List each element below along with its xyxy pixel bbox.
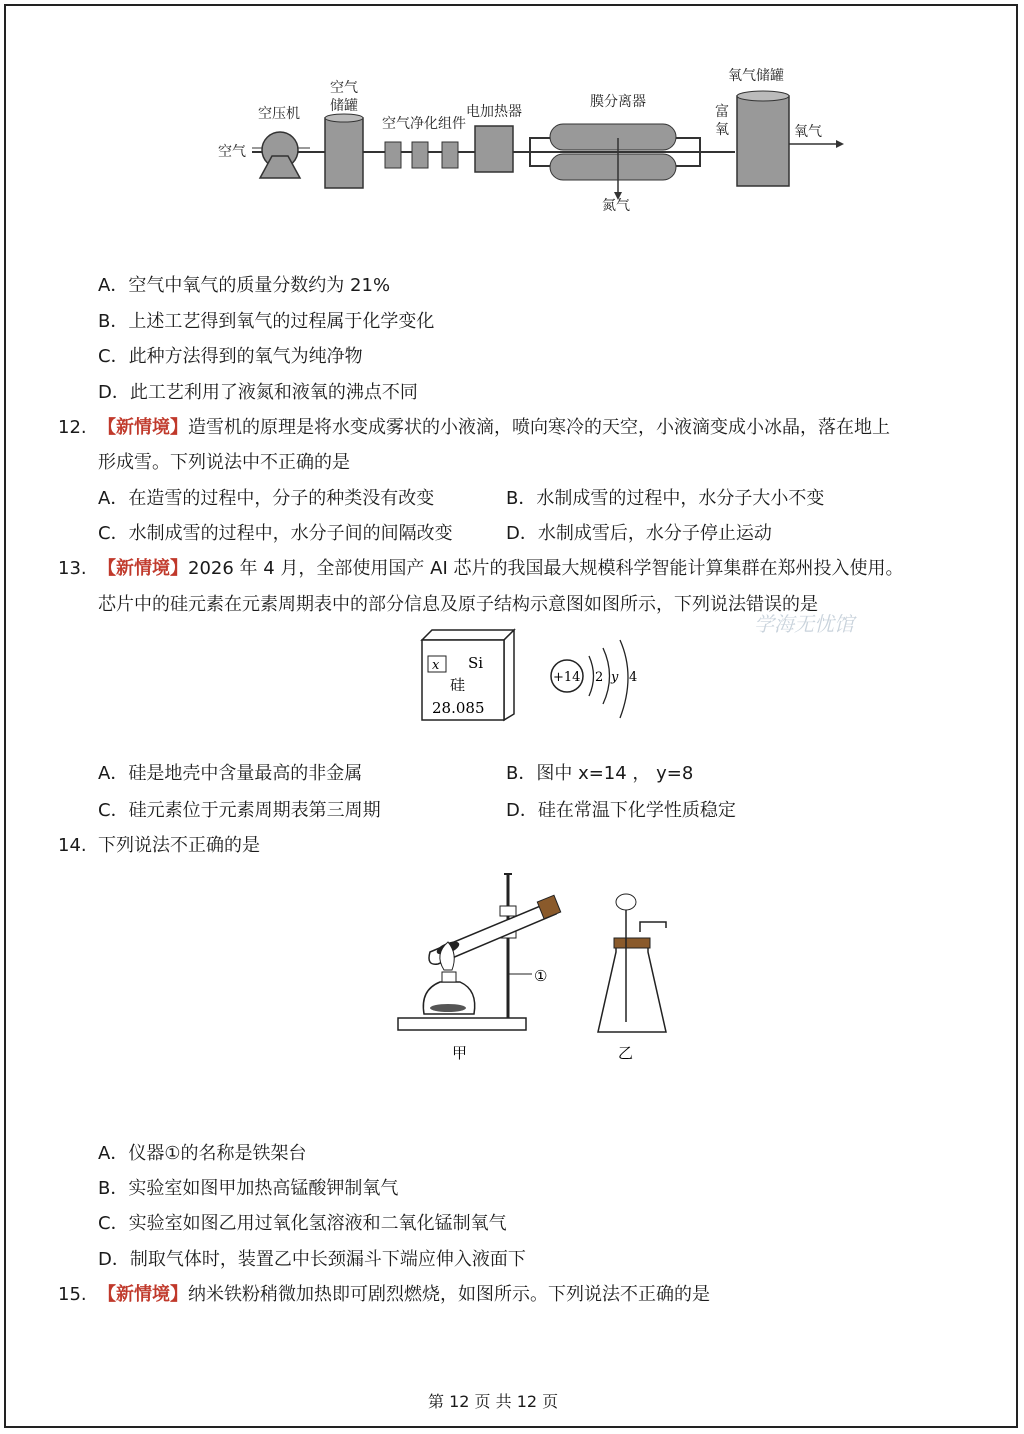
atom-shell-2: y <box>611 670 619 685</box>
watermark: 学海无忧馆 <box>754 612 854 636</box>
q13-text1: 2026 年 4 月，全部使用国产 AI 芯片的我国最大规模科学智能计算集群在郑州投入使用。 <box>188 558 904 579</box>
flask-stopper <box>614 938 650 948</box>
label-compressor: 空压机 <box>258 106 300 122</box>
stand-base <box>398 1018 526 1030</box>
q14-text: 下列说法不正确的是 <box>98 835 260 856</box>
page-footer: 第 12 页 共 12 页 <box>428 1392 559 1411</box>
q15-stem <box>98 1283 710 1307</box>
label-heater: 电加热器 <box>466 104 522 120</box>
q13-stem-line1 <box>98 557 904 581</box>
q12-option-d: D．水制成雪后，水分子停止运动 <box>506 523 772 544</box>
q11-option-c: C．此种方法得到的氧气为纯净物 <box>98 346 363 367</box>
label-rich-2: 氧 <box>715 122 729 138</box>
atom-nucleus-charge: +14 <box>553 670 581 685</box>
q12-number: 12. <box>58 417 87 438</box>
q12-tag: 【新情境】 <box>98 417 188 438</box>
label-yi: 乙 <box>618 1044 634 1062</box>
label-nitrogen: 氮气 <box>602 198 630 214</box>
label-air-tank-1: 空气 <box>330 80 358 96</box>
element-x: x <box>432 658 440 673</box>
element-name: 硅 <box>450 676 466 694</box>
conical-flask <box>598 944 666 1032</box>
q13-option-b: B．图中 x=14 ， y=8 <box>506 763 694 784</box>
q15-tag: 【新情境】 <box>98 1284 188 1305</box>
label-purifier: 空气净化组件 <box>382 116 466 132</box>
q12-text1: 造雪机的原理是将水变成雾状的小液滴，喷向寒冷的天空，小液滴变成小冰晶，落在地上 <box>188 417 890 438</box>
q13-option-c: C．硅元素位于元素周期表第三周期 <box>98 800 381 821</box>
q14-option-d: D．制取气体时，装置乙中长颈漏斗下端应伸入液面下 <box>98 1249 526 1270</box>
q12-option-c: C．水制成雪的过程中，水分子间的间隔改变 <box>98 523 453 544</box>
q11-option-b: B．上述工艺得到氧气的过程属于化学变化 <box>98 311 435 332</box>
label-o2-tank: 氧气储罐 <box>728 68 784 84</box>
atom-shell-3: 4 <box>629 670 638 685</box>
q14-number: 14. <box>58 835 87 856</box>
atom-shell-1: 2 <box>595 670 604 685</box>
q12-stem-line1 <box>98 416 890 440</box>
label-o2-out: 氧气 <box>794 124 822 140</box>
label-rich-1: 富 <box>715 104 729 120</box>
silicon-element-figure <box>418 626 648 726</box>
q14-option-b: B．实验室如图甲加热高锰酸钾制氧气 <box>98 1178 399 1199</box>
q13-number: 13. <box>58 558 87 579</box>
q12-option-b: B．水制成雪的过程中，水分子大小不变 <box>506 488 825 509</box>
q11-option-d: D．此工艺利用了液氮和液氧的沸点不同 <box>98 382 418 403</box>
element-symbol: Si <box>468 654 484 672</box>
q14-option-a: A．仪器①的名称是铁架台 <box>98 1143 307 1164</box>
q13-tag: 【新情境】 <box>98 558 188 579</box>
oxygen-process-diagram <box>200 60 860 220</box>
q13-text2: 芯片中的硅元素在元素周期表中的部分信息及原子结构示意图如图所示，下列说法错误的是 <box>98 594 818 615</box>
element-mass: 28.085 <box>432 699 485 717</box>
apparatus-figure <box>390 862 680 1062</box>
q11-option-a: A．空气中氧气的质量分数约为 21% <box>98 275 391 296</box>
label-jia: 甲 <box>452 1044 468 1062</box>
label-air-in: 空气 <box>218 144 246 160</box>
q13-option-a: A．硅是地壳中含量最高的非金属 <box>98 763 363 784</box>
q15-number: 15. <box>58 1284 87 1305</box>
label-membrane: 膜分离器 <box>590 94 646 110</box>
q14-option-c: C．实验室如图乙用过氧化氢溶液和二氧化锰制氧气 <box>98 1213 507 1234</box>
label-air-tank-2: 储罐 <box>330 98 358 114</box>
marker-1: ① <box>534 967 548 985</box>
q12-text2: 形成雪。下列说法中不正确的是 <box>98 452 350 473</box>
q13-option-d: D．硅在常温下化学性质稳定 <box>506 800 736 821</box>
q15-text: 纳米铁粉稍微加热即可剧烈燃烧，如图所示。下列说法不正确的是 <box>188 1284 710 1305</box>
q12-option-a: A．在造雪的过程中，分子的种类没有改变 <box>98 488 435 509</box>
